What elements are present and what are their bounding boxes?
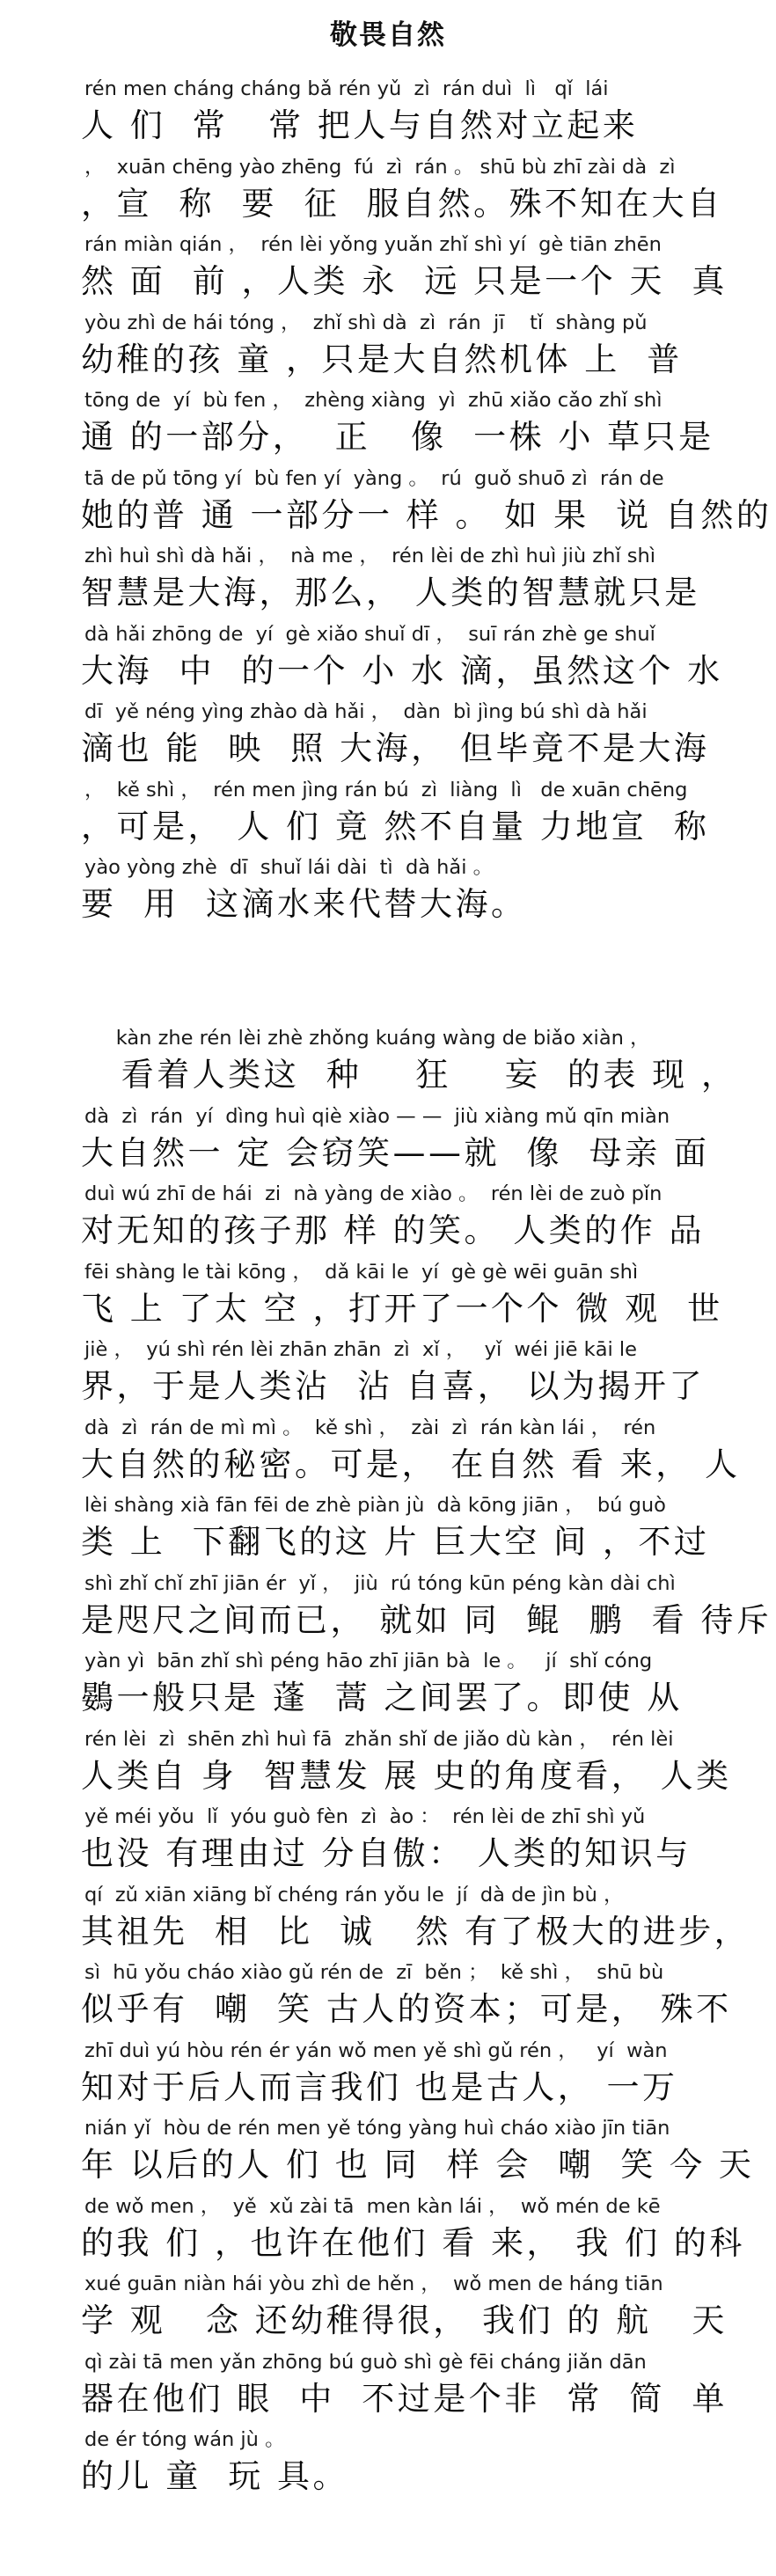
pinyin-row: rén men cháng cháng bǎ rén yǔ zì rán duì lì qǐ lái — [84, 77, 609, 100]
pinyin-row: yào yòng zhè dī shuǐ lái dài tì dà hǎi 。 — [84, 856, 494, 879]
hanzi-row: 飞 上 了太 空 ，打开了一个个 微 观 世 — [81, 1289, 723, 1328]
hanzi-row: 要 用 这滴水来代替大海。 — [81, 885, 527, 923]
text-line — [0, 1959, 776, 2037]
hanzi-row: 学 观 念 还幼稚得很， 我们 的 航 天 — [81, 2302, 728, 2339]
text-line — [0, 465, 776, 543]
text-line — [0, 621, 776, 699]
pinyin-row: dà zì rán yí dìng huì qiè xiào — — jiù xiàng mǔ qīn miàn — [84, 1104, 670, 1128]
pinyin-row: dà hǎi zhōng de yí gè xiǎo shuǐ dī ， suī rán zhè ge shuǐ — [84, 622, 655, 646]
hanzi-row: 人 们 常 常 把人与自然对立起来 — [81, 106, 639, 144]
hanzi-row: 的儿 童 玩 具。 — [81, 2457, 349, 2495]
pinyin-row: tā de pǔ tōng yí bù fen yí yàng 。 rú guǒ shuō zì rán de — [84, 466, 664, 490]
pinyin-row: kàn zhe rén lèi zhè zhǒng kuáng wàng de biǎo xiàn ， — [84, 1027, 650, 1050]
text-line — [0, 2426, 776, 2504]
pinyin-row: nián yǐ hòu de rén men yě tóng yàng huì cháo xiào jīn tiān — [84, 2117, 670, 2140]
hanzi-row: 的我 们 ，也许在他们 看 来， 我 们 的科 — [81, 2223, 745, 2262]
document-title: 敬畏自然 — [330, 19, 446, 51]
hanzi-row: 是咫尺之间而已， 就如 同 鲲 鹏 看 待斥 — [81, 1600, 772, 1639]
text-line — [0, 1804, 776, 1881]
text-line — [0, 543, 776, 620]
hanzi-row: 通 的一部分， 正 像 一株 小 草只是 — [81, 418, 714, 456]
text-line — [0, 1103, 776, 1181]
text-line — [0, 1570, 776, 1648]
text-line — [0, 1181, 776, 1258]
pinyin-row: fēi shàng le tài kōng ， dǎ kāi le yí gè gè wēi guān shì — [84, 1260, 639, 1284]
text-line — [0, 854, 776, 932]
pinyin-row: de wǒ men ， yě xǔ zài tā men kàn lái ， wǒ mén de kē — [84, 2194, 661, 2218]
text-line — [0, 2349, 776, 2426]
pinyin-row: yàn yì bān zhǐ shì péng hāo zhī jiān bà le 。 jí shǐ cóng — [84, 1650, 653, 1672]
text-line — [0, 1648, 776, 1725]
hanzi-row: 似乎有 嘲 笑 古人的资本；可是， 殊不 — [81, 1990, 732, 2028]
hanzi-row: 器在他们 眼 中 不过是个非 常 简 单 — [81, 2379, 728, 2418]
text-line — [0, 1336, 776, 1414]
hanzi-row: 知对于后人而言我们 也是古人， 一万 — [81, 2067, 678, 2106]
hanzi-row: 智慧是大海，那么， 人类的智慧就只是 — [81, 574, 700, 611]
text-line — [0, 76, 776, 153]
pinyin-row: rén lèi zì shēn zhì huì fā zhǎn shǐ de jiǎo dù kàn ， rén lèi — [84, 1727, 674, 1751]
text-line — [0, 2193, 776, 2271]
hanzi-row: 类 上 下翻飞的这 片 巨大空 间 ，不过 — [81, 1523, 710, 1561]
text-line — [0, 310, 776, 387]
hanzi-row: 大自然一 定 会窃笑——就 像 母亲 面 — [81, 1133, 710, 1172]
pinyin-row: ， xuān chēng yào zhēng fú zì rán 。 shū bù zhī zài dà zì — [84, 155, 676, 179]
pinyin-row: tōng de yí bù fen ， zhèng xiàng yì zhū xiǎo cǎo zhǐ shì — [84, 389, 663, 412]
hanzi-row: 然 面 前 ，人类 永 远 只是一个 天 真 — [81, 262, 728, 300]
pinyin-row: dà zì rán de mì mì 。 kě shì ， zài zì rán kàn lái ， rén — [84, 1416, 656, 1439]
text-line — [0, 1882, 776, 1959]
pinyin-row: de ér tóng wán jù 。 — [84, 2428, 285, 2451]
pinyin-row: sì hū yǒu cháo xiào gǔ rén de zī běn ； kě shì ， shū bù — [84, 1961, 664, 1984]
hanzi-row: 年 以后的人 们 也 同 样 会 嘲 笑 今 天 — [81, 2146, 755, 2184]
hanzi-row: 对无知的孩子那 样 的笑。 人类的作 品 — [81, 1211, 706, 1249]
text-line — [0, 1726, 776, 1804]
pinyin-row: yòu zhì de hái tóng ， zhǐ shì dà zì rán jī tǐ shàng pǔ — [84, 311, 648, 334]
text-line — [0, 1492, 776, 1570]
text-line — [0, 699, 776, 776]
hanzi-row: 大海 中 的一个 小 水 滴，虽然这个 水 — [81, 651, 723, 690]
pinyin-row: zhì huì shì dà hǎi ， nà me ， rén lèi de zhì huì jiù zhǐ shì — [84, 545, 655, 567]
pinyin-row: duì wú zhī de hái zi nà yàng de xiào 。 rén lèi de zuò pǐn — [84, 1182, 663, 1205]
text-line — [0, 1259, 776, 1336]
hanzi-row: 人类自 身 智慧发 展 史的角度看， 人类 — [81, 1756, 732, 1795]
hanzi-row: 鷃一般只是 蓬 蒿 之间罢了。即使 从 — [81, 1679, 683, 1716]
text-line — [0, 777, 776, 854]
hanzi-row: 她的普 通 一部分一 样 。 如 果 说 自然的 — [81, 495, 772, 534]
pinyin-row: shì zhǐ chǐ zhī jiān ér yǐ ， jiù rú tóng kūn péng kàn dài chì — [84, 1571, 676, 1595]
text-line — [0, 1415, 776, 1492]
pinyin-row: xué guān niàn hái yòu zhì de hěn ， wǒ men de háng tiān — [84, 2272, 663, 2295]
text-line — [0, 2115, 776, 2192]
hanzi-row: 也没 有理由过 分自傲： 人类的知识与 — [81, 1834, 692, 1872]
pinyin-row: lèi shàng xià fān fēi de zhè piàn jù dà kōng jiān ， bú guò — [84, 1494, 666, 1517]
pinyin-row: jiè ， yú shì rén lèi zhān zhān zì xǐ ， yǐ wéi jiē kāi le — [84, 1338, 637, 1361]
hanzi-row: ，可是， 人 们 竟 然不自量 力地宣 称 — [81, 807, 710, 845]
pinyin-row: rán miàn qián ， rén lèi yǒng yuǎn zhǐ shì yí gè tiān zhēn — [84, 233, 662, 256]
pinyin-row: zhī duì yú hòu rén ér yán wǒ men yě shì gǔ rén ， yí wàn — [84, 2038, 668, 2062]
hanzi-row: 界，于是人类沾 沾 自喜， 以为揭开了 — [81, 1367, 706, 1405]
text-line — [0, 154, 776, 231]
text-line — [0, 2271, 776, 2348]
hanzi-row: ，宣 称 要 征 服自然。殊不知在大自 — [81, 184, 723, 223]
pinyin-row: ， kě shì ， rén men jìng rán bú zì liàng lì de xuān chēng — [84, 778, 688, 801]
text-line — [0, 231, 776, 309]
pinyin-row: qì zài tā men yǎn zhōng bú guò shì gè fēi cháng jiǎn dān — [84, 2350, 647, 2374]
hanzi-row: 看着人类这 种 狂 妄 的表 现 ， — [81, 1056, 737, 1094]
hanzi-row: 其祖先 相 比 诚 然 有了极大的进步， — [81, 1912, 750, 1950]
text-line — [0, 1025, 776, 1102]
pinyin-row: dī yě néng yìng zhào dà hǎi ， dàn bì jìng bú shì dà hǎi — [84, 700, 648, 723]
hanzi-row: 幼稚的孩 童 ，只是大自然机体 上 普 — [81, 340, 683, 378]
pinyin-row: yě méi yǒu lǐ yóu guò fèn zì ào ： rén lèi de zhī shì yǔ — [84, 1805, 646, 1828]
hanzi-row: 大自然的秘密。可是， 在自然 看 来， 人 — [81, 1445, 741, 1483]
text-line — [0, 2038, 776, 2115]
hanzi-row: 滴也 能 映 照 大海， 但毕竟不是大海 — [81, 729, 710, 767]
text-line — [0, 387, 776, 465]
pinyin-row: qí zǔ xiān xiāng bǐ chéng rán yǒu le jí dà de jìn bù ， — [84, 1883, 624, 1906]
